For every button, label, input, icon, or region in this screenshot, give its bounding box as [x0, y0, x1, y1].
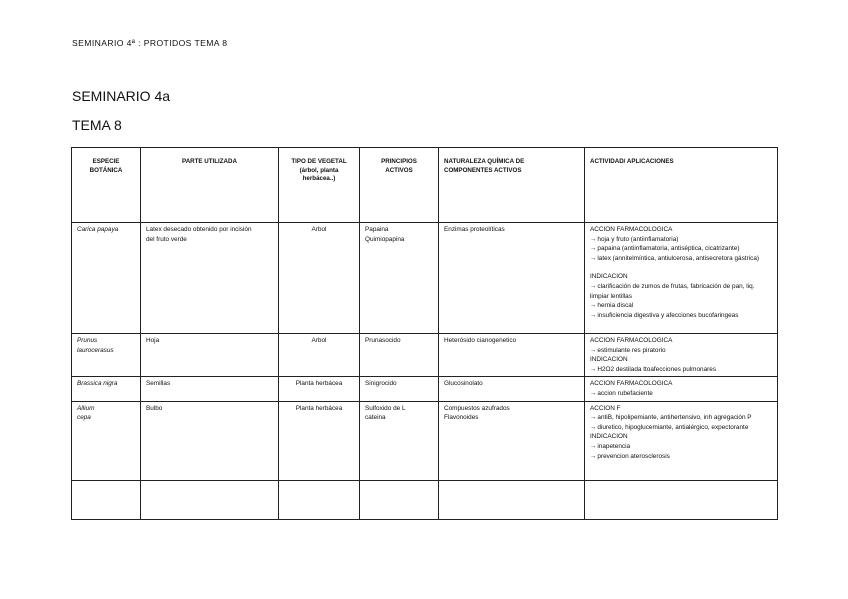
cell-actividad: ACCION F → antiB, hipolipemiante, antihertensivo, inh agregación P → diuretico, hipoglucemiante, antialérgico, expectorante INDICACION → inapetencia → prevencion aterosclerosis — [585, 401, 778, 480]
cell-parte: Latex desecado obtenido por incisión del fruto verde — [141, 223, 279, 334]
header-parte: PARTE UTILIZADA — [141, 148, 279, 223]
table-row — [72, 334, 778, 377]
header-principios: PRINCIPIOS ACTIVOS — [360, 148, 439, 223]
header-naturaleza: NATURALEZA QUÍMICA DE COMPONENTES ACTIVOS — [439, 148, 585, 223]
cell-empty — [279, 480, 360, 519]
running-header: SEMINARIO 4ª : PROTIDOS TEMA 8 — [72, 38, 228, 48]
header-especie: ESPECIE BOTÁNICA — [72, 148, 141, 223]
topic-title: TEMA 8 — [72, 117, 122, 133]
cell-principios: Papaina Quimiopapina — [360, 223, 439, 334]
table-row — [72, 401, 778, 480]
cell-actividad: ACCION FARMACOLOGICA → accion rubefaciente — [585, 377, 778, 401]
cell-tipo: Planta herbácea — [279, 377, 360, 401]
cell-tipo: Arbol — [279, 223, 360, 334]
cell-empty — [72, 480, 141, 519]
cell-principios: Prunasocido — [360, 334, 439, 377]
cell-especie: Prunus laurocerasus — [72, 334, 141, 377]
cell-parte: Hoja — [141, 334, 279, 377]
cell-tipo: Planta herbácea — [279, 401, 360, 480]
cell-parte: Bulbo — [141, 401, 279, 480]
seminar-title: SEMINARIO 4a — [72, 88, 171, 104]
table-row — [72, 223, 778, 334]
cell-naturaleza: Compuestos azufrados Flavonoides — [439, 401, 585, 480]
cell-tipo: Arbol — [279, 334, 360, 377]
plants-table — [71, 147, 778, 520]
cell-especie: Brassica nigra — [72, 377, 141, 401]
table-row — [72, 377, 778, 401]
cell-naturaleza: Glucosinolato — [439, 377, 585, 401]
table-header-row — [72, 148, 778, 223]
cell-actividad: ACCION FARMACOLOGICA → estimulante res piratorio INDICACION → H2O2 destilada ttoafecciones pulmonares — [585, 334, 778, 377]
header-actividad: ACTIVIDAD/ APLICACIONES — [585, 148, 778, 223]
cell-naturaleza: Enzimas proteolíticas — [439, 223, 585, 334]
cell-principios: Sulfoxido de L cateina — [360, 401, 439, 480]
cell-empty — [439, 480, 585, 519]
cell-naturaleza: Heterósido cianogenetico — [439, 334, 585, 377]
cell-parte: Semillas — [141, 377, 279, 401]
cell-empty — [141, 480, 279, 519]
table-row-empty — [72, 480, 778, 519]
cell-empty — [360, 480, 439, 519]
cell-empty — [585, 480, 778, 519]
cell-actividad: ACCION FARMACOLOGICA → hoja y fruto (antiinflamatoria) → papaina (antiinflamatoria, antiséptica, cicatrizante) → latex (annitelmíntica, antiulcerosa, antisecretora gástrica) INDICACION → clarificación de zumos de frutas, fabricación de pan, liq. limpiar lentillas → hernia discal → insuficiencia digestiva y afecciones bucofaringeas — [585, 223, 778, 334]
cell-principios: Sinigrocido — [360, 377, 439, 401]
header-tipo: TIPO DE VEGETAL (árbol, planta herbácea..) — [279, 148, 360, 223]
cell-especie: Carica papaya — [72, 223, 141, 334]
cell-especie: Allium cepa — [72, 401, 141, 480]
